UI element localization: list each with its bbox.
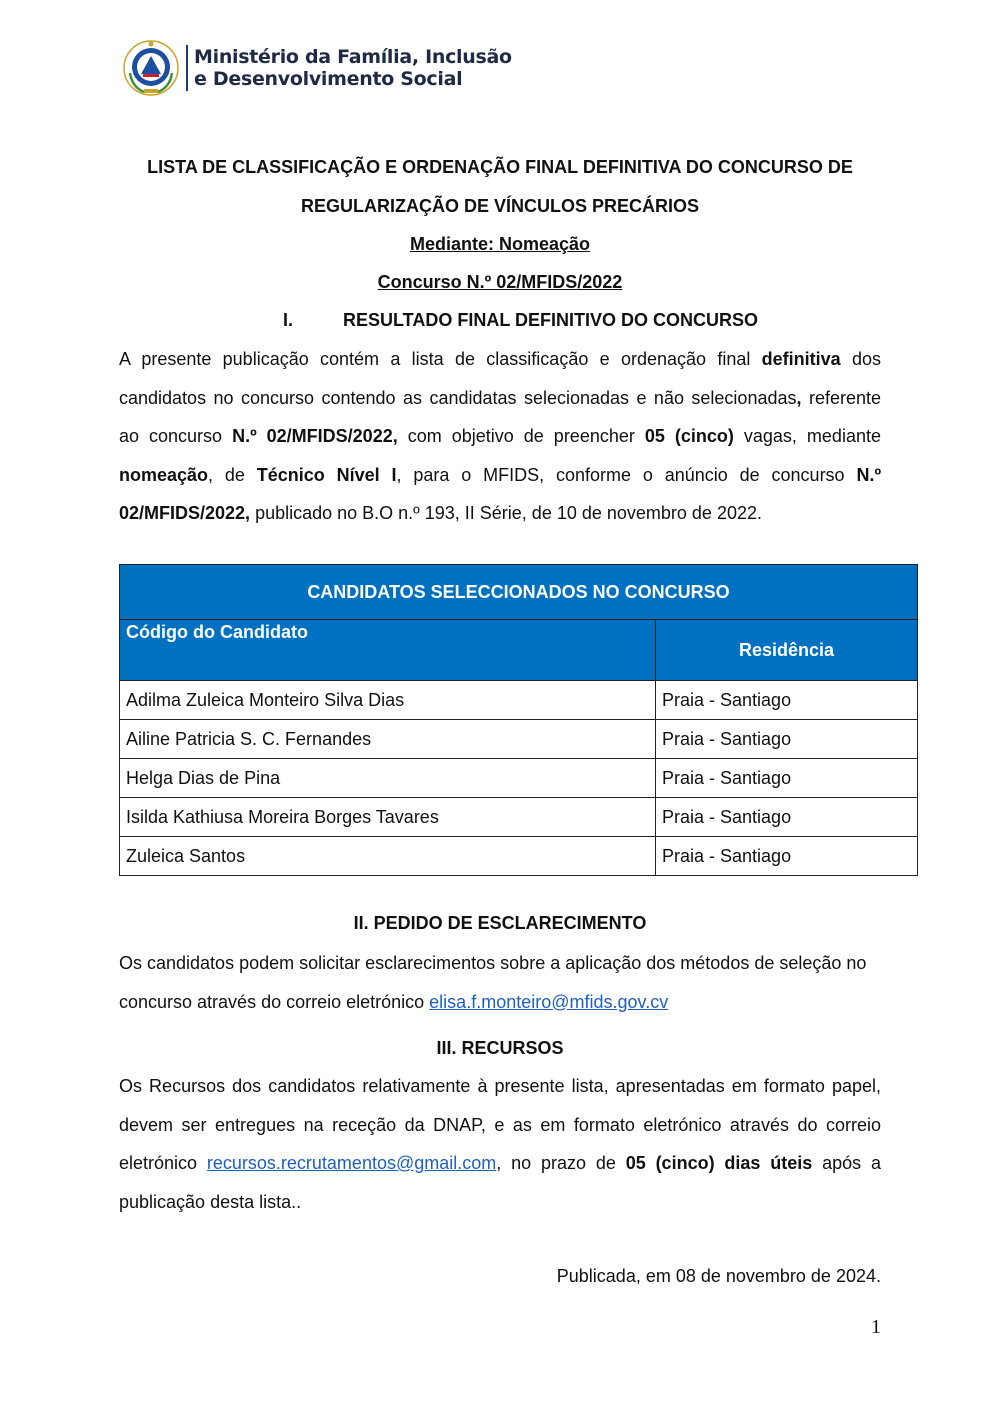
- column-header-code: Código do Candidato: [120, 620, 656, 681]
- ministry-name: [194, 46, 512, 90]
- table-row: [120, 759, 918, 798]
- table-row: [120, 681, 918, 720]
- text-run: dos candidatos no concurso contendo as candidatas selecionadas e não selecionadas: [119, 349, 881, 408]
- text-run: , de: [208, 464, 257, 485]
- table-row: [120, 798, 918, 837]
- column-header-residence: Residência: [656, 620, 918, 681]
- candidate-name: Ailine Patricia S. C. Fernandes: [120, 720, 656, 759]
- text-run-bold: definitiva: [761, 349, 841, 369]
- candidate-name: Adilma Zuleica Monteiro Silva Dias: [120, 681, 656, 720]
- section2-heading: II. PEDIDO DE ESCLARECIMENTO: [353, 913, 647, 933]
- page-number: 1: [871, 1316, 881, 1338]
- text-run: publicado no B.O n.º 193, II Série, de 10 de novembro de 2022.: [250, 503, 762, 523]
- table-row: [120, 837, 918, 876]
- text-run-bold: nomeação: [119, 464, 209, 485]
- text-run: , para o MFIDS, conforme o anúncio de concurso: [396, 464, 857, 485]
- candidate-residence: Praia - Santiago: [656, 759, 918, 798]
- candidate-residence: Praia - Santiago: [656, 798, 918, 837]
- candidates-table: [119, 564, 918, 876]
- table-title: CANDIDATOS SELECCIONADOS NO CONCURSO: [120, 565, 918, 620]
- header: [122, 38, 512, 98]
- candidate-residence: Praia - Santiago: [656, 720, 918, 759]
- mediante-line: Mediante: Nomeação: [409, 234, 591, 254]
- section1-title: RESULTADO FINAL DEFINITIVO DO CONCURSO: [343, 310, 759, 330]
- clarification-email-link[interactable]: elisa.f.monteiro@mfids.gov.cv: [429, 991, 669, 1012]
- header-divider: [186, 45, 188, 91]
- ministry-line2: e Desenvolvimento Social: [194, 68, 463, 90]
- appeals-email-link[interactable]: recursos.recrutamentos@gmail.com: [206, 1153, 497, 1173]
- candidate-name: Isilda Kathiusa Moreira Borges Tavares: [120, 798, 656, 837]
- title-line1: LISTA DE CLASSIFICAÇÃO E ORDENAÇÃO FINAL DEFINITIVA DO CONCURSO DE: [147, 157, 853, 177]
- text-run: referente ao concurso: [119, 387, 881, 446]
- section3-heading: III. RECURSOS: [436, 1038, 564, 1058]
- section1-paragraph: [119, 340, 881, 533]
- candidate-residence: Praia - Santiago: [656, 837, 918, 876]
- text-run-bold: ,: [796, 387, 802, 408]
- text-run: com objetivo de preencher: [397, 426, 645, 446]
- candidate-name: Zuleica Santos: [120, 837, 656, 876]
- text-run: Os Recursos dos candidatos relativamente à presente lista, apresentadas em formato papel, devem ser entregues na receção da DNAP, e as em formato eletrónico através do correio eletrónico: [119, 1076, 881, 1173]
- title-line2: REGULARIZAÇÃO DE VÍNCULOS PRECÁRIOS: [300, 196, 700, 216]
- text-run: Os candidatos podem solicitar esclarecimentos sobre a aplicação dos métodos de seleção no concurso através do correio eletrónico: [119, 953, 867, 1012]
- concurso-line: Concurso N.º 02/MFIDS/2022: [377, 272, 623, 292]
- candidate-residence: Praia - Santiago: [656, 681, 918, 720]
- ministry-line1: Ministério da Família, Inclusão: [194, 46, 512, 68]
- text-run-bold: N.º 02/MFIDS/2022,: [119, 464, 882, 523]
- publication-date: Publicada, em 08 de novembro de 2024.: [556, 1266, 881, 1286]
- text-run: , no prazo de: [496, 1153, 626, 1173]
- text-run-bold: 05 (cinco) dias úteis: [625, 1153, 813, 1173]
- section3-paragraph: [119, 1067, 881, 1221]
- text-run-bold: 05 (cinco): [644, 426, 734, 446]
- text-run-bold: N.º 02/MFIDS/2022,: [232, 426, 398, 446]
- candidate-name: Helga Dias de Pina: [120, 759, 656, 798]
- table-row: [120, 720, 918, 759]
- text-run-bold: Técnico Nível I: [256, 464, 397, 485]
- text-run: A presente publicação contém a lista de classificação e ordenação final: [119, 349, 762, 369]
- section2-paragraph: [119, 944, 881, 1021]
- national-seal-icon: [122, 39, 180, 97]
- text-run: após a publicação desta lista..: [119, 1153, 882, 1212]
- section1-number: I.: [283, 310, 294, 330]
- section1-heading: [283, 310, 758, 331]
- text-run: vagas, mediante: [733, 426, 881, 446]
